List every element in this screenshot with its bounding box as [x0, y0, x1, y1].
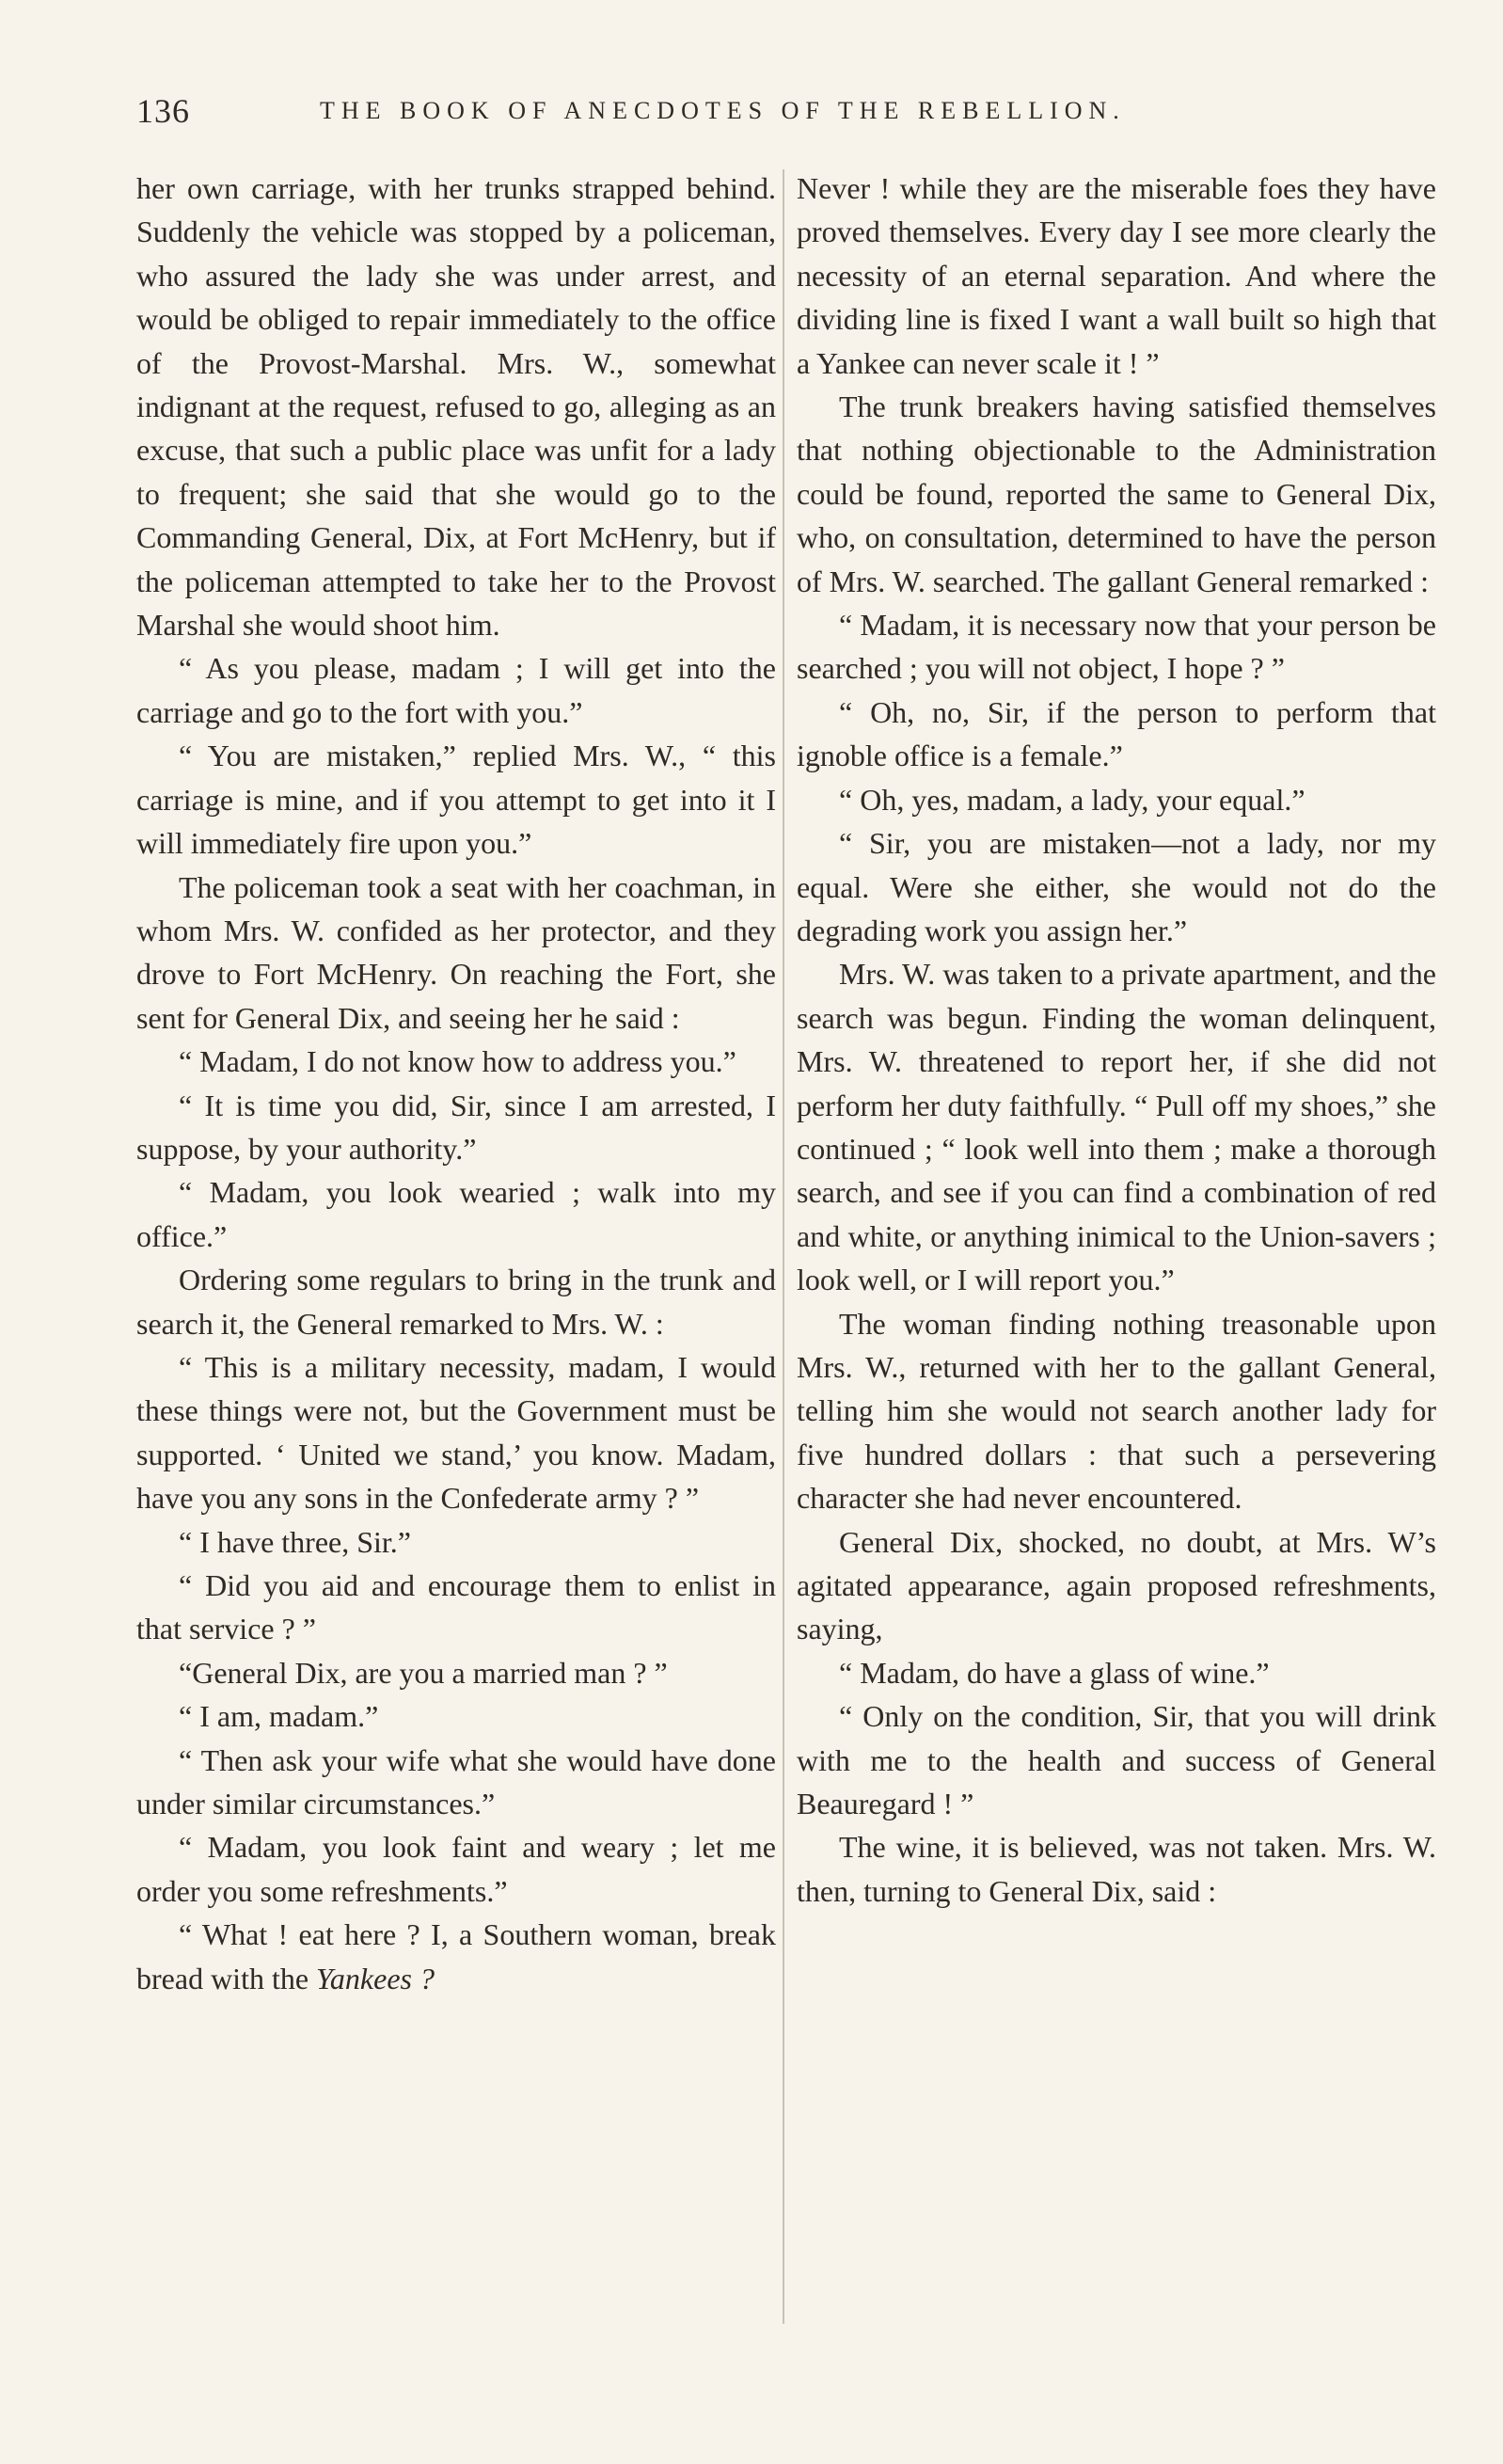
paragraph: “ As you please, madam ; I will get into the carriage and go to the fort with you.” [136, 651, 776, 729]
left-column [136, 167, 776, 2000]
paragraph: “ Did you aid and encourage them to enlist in that service ? ” [136, 1568, 776, 1646]
paragraph: “ Oh, no, Sir, if the person to perform that ignoble office is a female.” [797, 694, 1436, 773]
paragraph: “ Madam, you look faint and weary ; let me order you some refreshments.” [136, 1830, 776, 1908]
paragraph: Mrs. W. was taken to a private apartment, and the search was begun. Finding the woman delinquent, Mrs. W. threatened to report her, if she did not perform her duty faithfully. “ Pull off my shoes,” she continued ; “ look well into them ; make a thorough search, and see if you can find a combination of red and white, or anything inimical to the Union-savers ; look well, or I will report you.” [797, 957, 1436, 1297]
paragraph: “ This is a military necessity, madam, I would these things were not, but the Government must be supported. ‘ United we stand,’ you know. Madam, have you any sons in the Confederate army ? ” [136, 1349, 776, 1516]
paragraph: “ It is time you did, Sir, since I am arrested, I suppose, by your authority.” [136, 1088, 776, 1166]
paragraph: The policeman took a seat with her coachman, in whom Mrs. W. confided as her protector, and they drove to Fort McHenry. On reaching the Fort, she sent for General Dix, and seeing her he said : [136, 869, 776, 1035]
paragraph: The woman finding nothing treasonable upon Mrs. W., returned with her to the gallant General, telling him she would not search another lady for five hundred dollars : that such a persevering character she had never encountered. [797, 1306, 1436, 1516]
paragraph-text: “ What ! eat here ? I, a Southern woman, break bread with the [136, 1917, 776, 1995]
paragraph: Ordering some regulars to bring in the trunk and search it, the General remarked to Mrs. W. : [136, 1263, 776, 1341]
right-column [797, 167, 1436, 1913]
paragraph-last [136, 1913, 776, 2000]
paragraph: “ Madam, do have a glass of wine.” [839, 1655, 1270, 1690]
paragraph: “ Madam, you look wearied ; walk into my office.” [136, 1175, 776, 1253]
page-header [136, 91, 1359, 140]
paragraph: “General Dix, are you a married man ? ” [179, 1655, 668, 1690]
page-number: 136 [136, 92, 190, 130]
paragraph: The trunk breakers having satisfied themselves that nothing objectionable to the Administration could be found, reported the same to General Dix, who, on consultation, determined to have the person of Mrs. W. searched. The gallant General remarked : [797, 389, 1436, 598]
column-divider [783, 169, 784, 2324]
paragraph: “ I am, madam.” [179, 1699, 379, 1734]
italic-text: Yankees ? [316, 1961, 435, 1995]
paragraph: her own carriage, with her trunks strapped behind. Suddenly the vehicle was stopped by a policeman, who assured the lady she was under arrest, and would be obliged to repair immediately to the office of the Provost-Marshal. Mrs. W., somewhat indignant at the request, refused to go, alleging as an excuse, that such a public place was unfit for a lady to frequent; she said that she would go to the Commanding General, Dix, at Fort McHenry, but if the policeman attempted to take her to the Provost Marshal she would shoot him. [136, 171, 776, 643]
paragraph: The wine, it is believed, was not taken. Mrs. W. then, turning to General Dix, said : [797, 1830, 1436, 1908]
paragraph: “ Oh, yes, madam, a lady, your equal.” [839, 782, 1305, 817]
paragraph: General Dix, shocked, no doubt, at Mrs. W’s agitated appearance, again proposed refreshments, saying, [797, 1524, 1436, 1646]
paragraph: Never ! while they are the miserable foes they have proved themselves. Every day I see more clearly the necessity of an eternal separation. And where the dividing line is fixed I want a wall built so high that a Yankee can never scale it ! ” [797, 171, 1436, 380]
paragraph: “ Then ask your wife what she would have done under similar circumstances.” [136, 1742, 776, 1821]
paragraph: “ You are mistaken,” replied Mrs. W., “ this carriage is mine, and if you attempt to get into it I will immediately fire upon you.” [136, 739, 776, 861]
paragraph: “ I have three, Sir.” [179, 1524, 411, 1559]
paragraph: “ Madam, I do not know how to address you.” [179, 1044, 736, 1079]
running-title: THE BOOK OF ANECDOTES OF THE REBELLION. [320, 97, 1126, 124]
paragraph: “ Only on the condition, Sir, that you will drink with me to the health and success of General Beauregard ! ” [797, 1699, 1436, 1821]
paragraph: “ Madam, it is necessary now that your person be searched ; you will not object, I hope ? ” [797, 608, 1436, 686]
paragraph: “ Sir, you are mistaken—not a lady, nor my equal. Were she either, she would not do the degrading work you assign her.” [797, 826, 1436, 947]
